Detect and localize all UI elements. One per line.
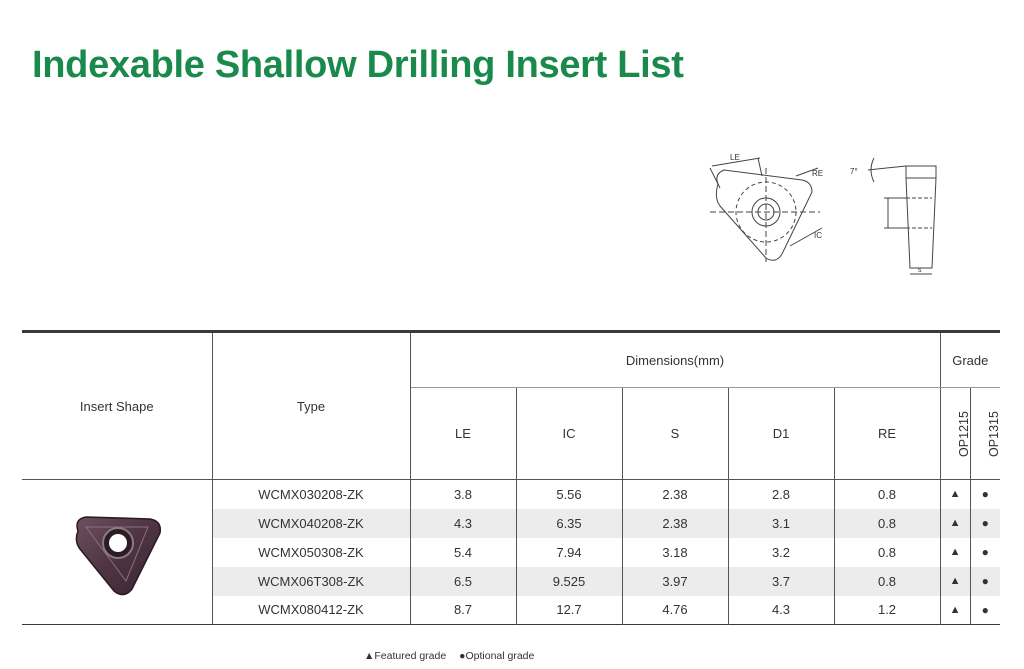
cell-type: WCMX030208-ZK — [212, 480, 410, 509]
page-title: Indexable Shallow Drilling Insert List — [32, 44, 684, 86]
label-le: LE — [730, 153, 740, 162]
insert-front-diagram — [700, 146, 840, 276]
insert-shape-cell — [22, 480, 212, 625]
cell-d1: 3.1 — [728, 509, 834, 538]
cell-re: 0.8 — [834, 509, 940, 538]
header-d1: D1 — [728, 388, 834, 480]
cell-op1215: ▲ — [940, 538, 970, 567]
cell-d1: 2.8 — [728, 480, 834, 509]
cell-le: 3.8 — [410, 480, 516, 509]
cell-ic: 5.56 — [516, 480, 622, 509]
cell-op1215: ▲ — [940, 509, 970, 538]
cell-s: 3.18 — [622, 538, 728, 567]
header-insert-shape: Insert Shape — [22, 332, 212, 480]
cell-le: 4.3 — [410, 509, 516, 538]
cell-type: WCMX050308-ZK — [212, 538, 410, 567]
legend-optional: ●Optional grade — [459, 650, 535, 662]
header-s: S — [622, 388, 728, 480]
insert-photo — [62, 497, 172, 607]
insert-side-diagram — [848, 148, 948, 278]
header-grade-op1215: OP1215 — [940, 388, 970, 480]
cell-ic: 12.7 — [516, 596, 622, 625]
grade-legend — [364, 650, 544, 662]
header-re: RE — [834, 388, 940, 480]
table-row — [22, 480, 1000, 509]
cell-ic: 7.94 — [516, 538, 622, 567]
cell-s: 2.38 — [622, 480, 728, 509]
header-ic: IC — [516, 388, 622, 480]
insert-table — [22, 330, 1000, 625]
label-ic: IC — [814, 231, 822, 240]
header-dimensions: Dimensions(mm) — [410, 332, 940, 388]
header-le: LE — [410, 388, 516, 480]
cell-d1: 3.2 — [728, 538, 834, 567]
cell-re: 1.2 — [834, 596, 940, 625]
cell-le: 6.5 — [410, 567, 516, 596]
cell-s: 2.38 — [622, 509, 728, 538]
cell-s: 3.97 — [622, 567, 728, 596]
cell-re: 0.8 — [834, 567, 940, 596]
header-grade: Grade — [940, 332, 1000, 388]
cell-re: 0.8 — [834, 538, 940, 567]
cell-le: 5.4 — [410, 538, 516, 567]
cell-op1315: ● — [981, 602, 989, 617]
legend-featured: ▲Featured grade — [364, 650, 447, 662]
cell-op1315: ● — [970, 567, 1000, 596]
cell-s: 4.76 — [622, 596, 728, 625]
cell-d1: 4.3 — [728, 596, 834, 625]
label-angle: 7° — [850, 167, 858, 176]
label-s: s — [918, 267, 922, 274]
cell-ic: 9.525 — [516, 567, 622, 596]
cell-type: WCMX080412-ZK — [212, 596, 410, 625]
cell-type: WCMX06T308-ZK — [212, 567, 410, 596]
header-type: Type — [212, 332, 410, 480]
cell-ic: 6.35 — [516, 509, 622, 538]
cell-op1215: ▲ — [940, 480, 970, 509]
cell-op1215: ▲ — [940, 567, 970, 596]
cell-re: 0.8 — [834, 480, 940, 509]
cell-op1315: ● — [970, 509, 1000, 538]
label-re: RE — [812, 169, 824, 178]
cell-d1: 3.7 — [728, 567, 834, 596]
cell-op1315: ● — [981, 487, 989, 502]
header-grade-op1315: OP1315 — [986, 411, 1001, 457]
cell-op1215: ▲ — [940, 596, 970, 625]
cell-op1315: ● — [981, 545, 989, 559]
cell-le: 8.7 — [410, 596, 516, 625]
cell-type: WCMX040208-ZK — [212, 509, 410, 538]
